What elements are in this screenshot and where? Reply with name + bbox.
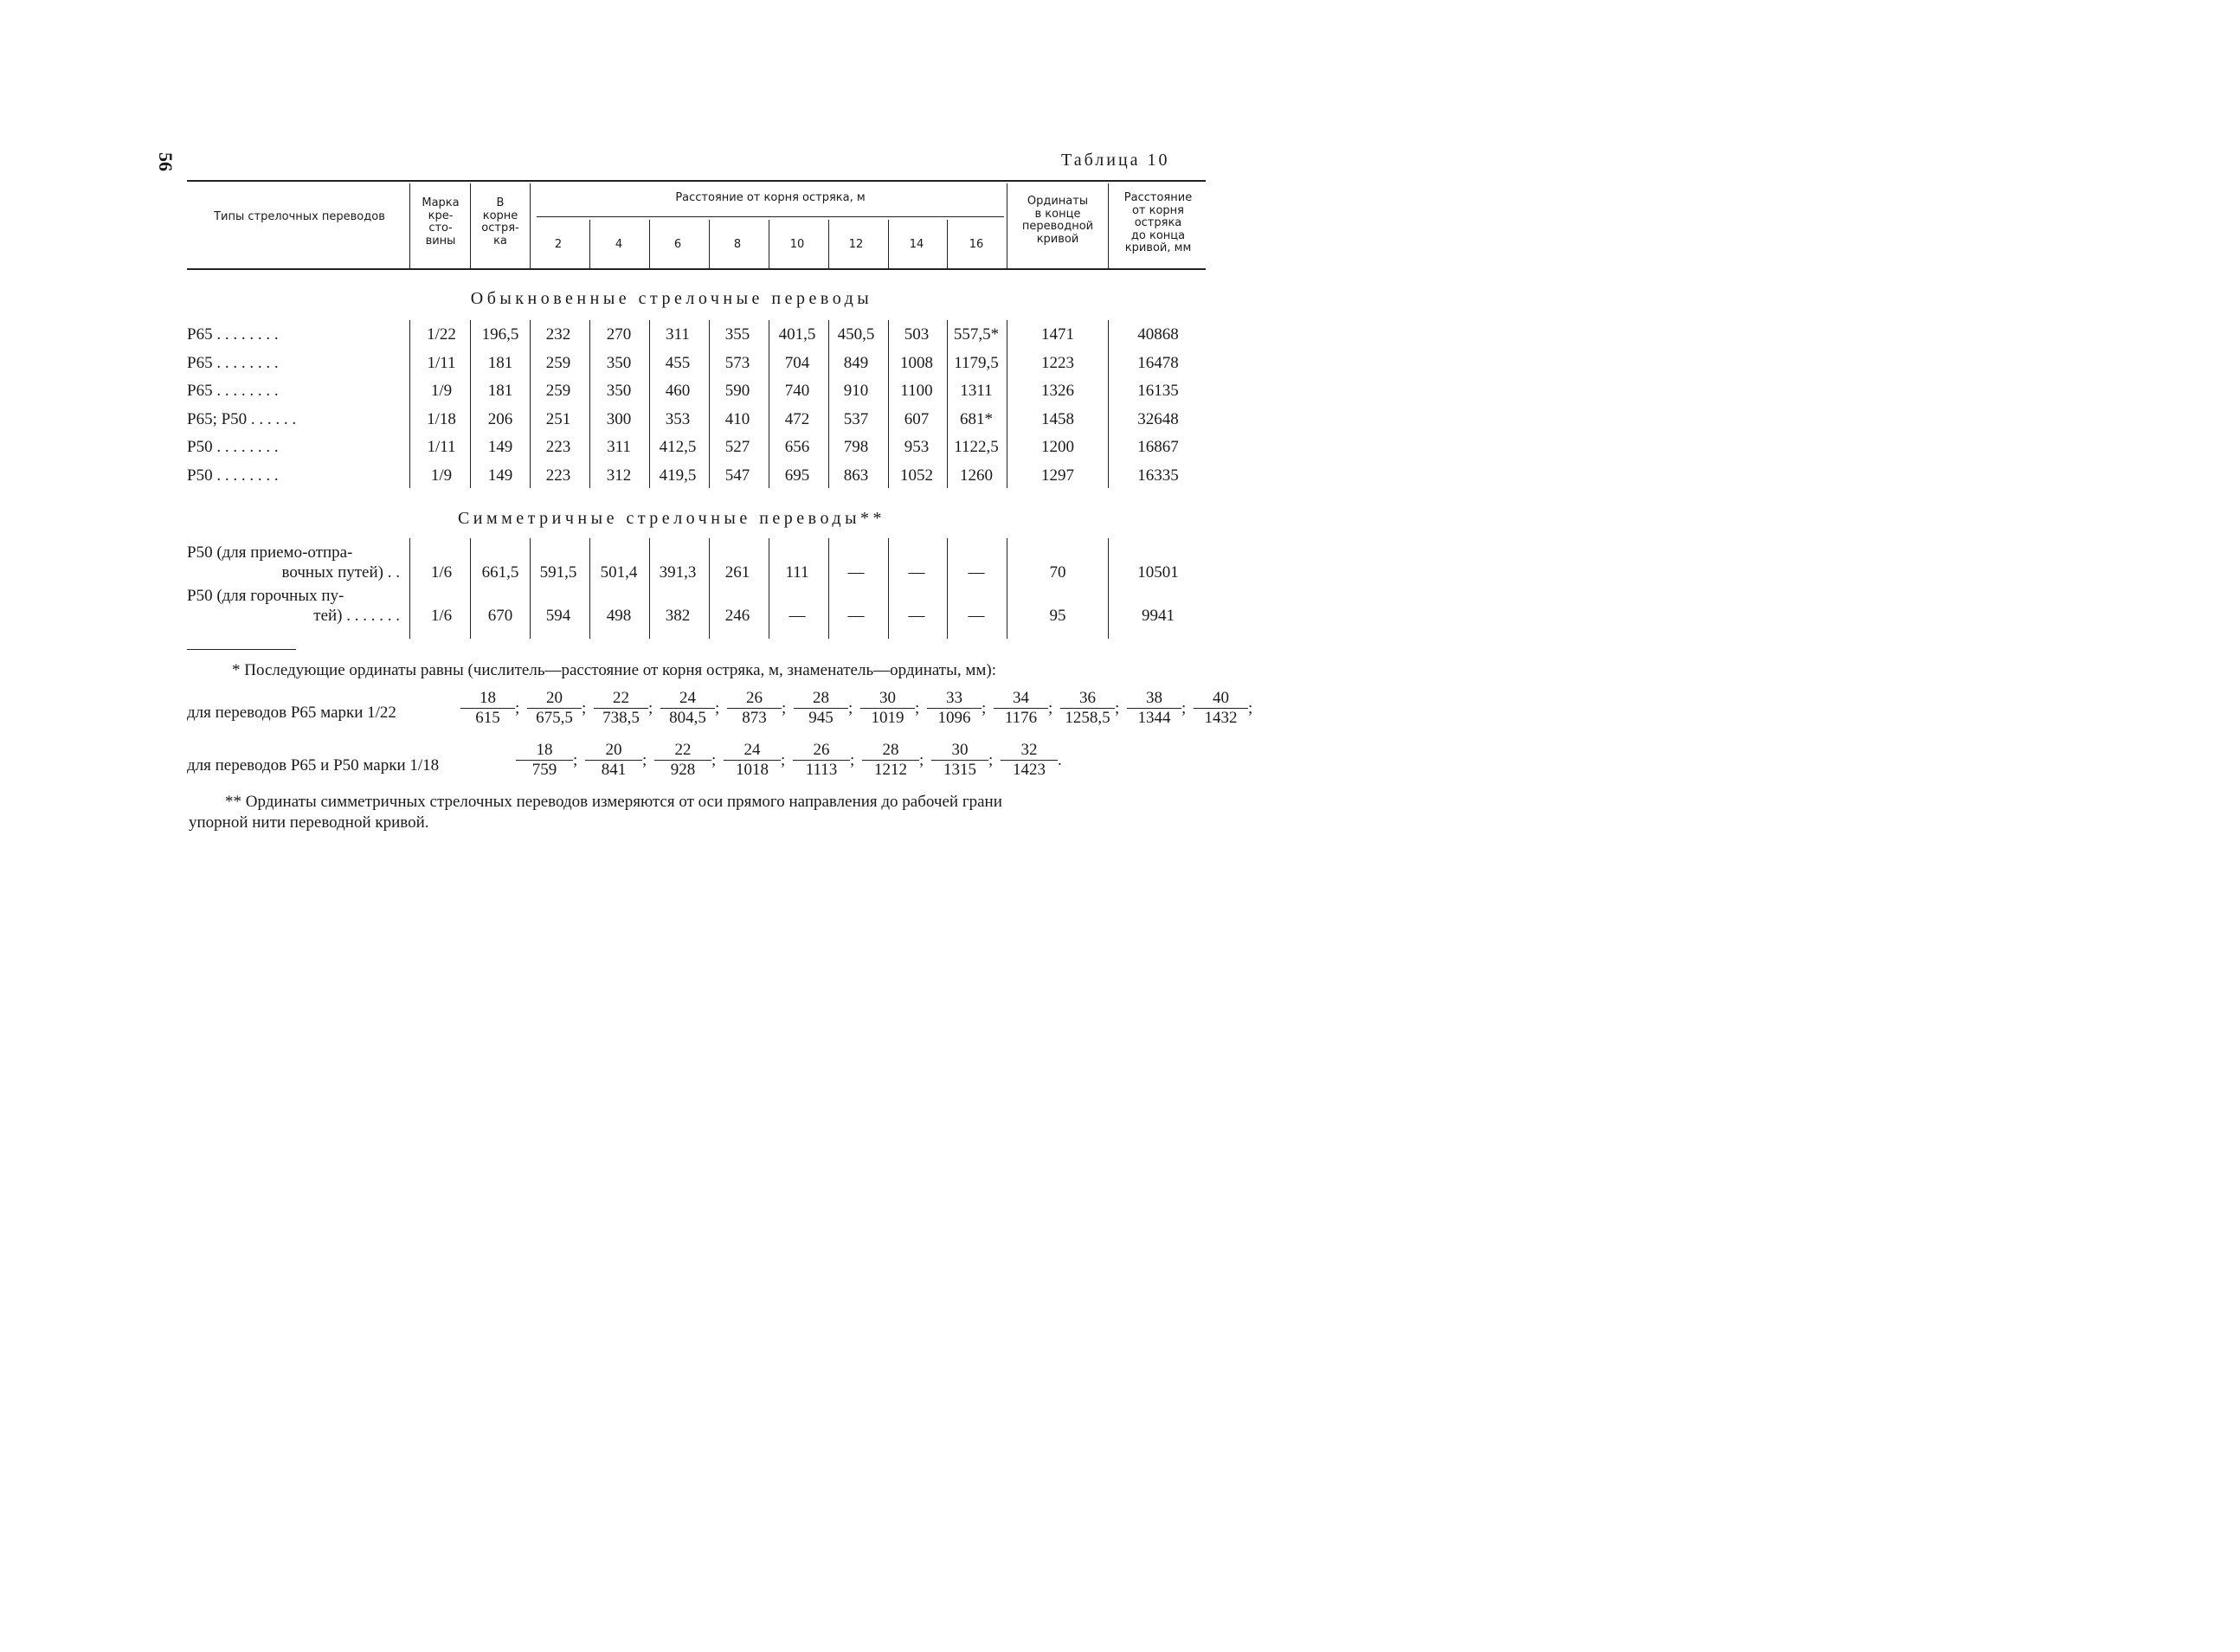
header-distance-end-line: до конца	[1130, 228, 1186, 242]
frog-mark: 1/9	[430, 382, 453, 401]
frog-mark: 1/11	[427, 438, 456, 457]
ordinate-value: 953	[904, 438, 930, 457]
fraction-separator: ;	[642, 751, 647, 769]
fraction-separator: ;	[711, 751, 717, 769]
fraction-denominator: 1315	[943, 761, 976, 779]
footnote-fraction	[585, 741, 642, 780]
ordinate-value: 594	[545, 607, 571, 625]
footnote-fraction	[794, 689, 848, 728]
fraction-numerator: 24	[660, 689, 715, 709]
frog-mark: 1/6	[430, 563, 453, 582]
fraction-separator: ;	[648, 699, 653, 717]
footnote-2-line-2: упорной нити переводной кривой.	[189, 813, 429, 832]
fraction-separator: ;	[573, 751, 578, 769]
footnote-fraction	[862, 741, 919, 780]
table-top-rule	[187, 180, 1206, 182]
ordinate-end: 1223	[1041, 353, 1074, 372]
switch-type: Р65 . . . . . . . .	[187, 382, 279, 401]
header-distance-6: 6	[673, 238, 682, 251]
distance-end: 32648	[1137, 409, 1179, 428]
ordinate-value: 259	[545, 382, 571, 401]
header-col-divider	[1108, 183, 1109, 268]
header-distance-end-line: от корня	[1131, 203, 1185, 217]
ordinate-at-root: 670	[487, 607, 513, 625]
fraction-denominator: 1258,5	[1065, 709, 1110, 727]
ordinate-at-root: 661,5	[481, 563, 519, 582]
ordinate-value: 1311	[960, 382, 993, 401]
ordinate-end: 1458	[1041, 409, 1074, 428]
ordinate-end: 1471	[1041, 325, 1074, 344]
table-row	[0, 438, 1343, 466]
ordinate-value: 527	[724, 438, 750, 457]
fraction-denominator: 945	[808, 709, 834, 727]
ordinate-value: 472	[784, 409, 810, 428]
ordinate-value: 382	[665, 607, 691, 625]
ordinate-value: 1179,5	[954, 353, 999, 372]
fraction-denominator: 873	[742, 709, 767, 727]
switch-type: Р50 . . . . . . . .	[187, 466, 279, 485]
header-at-root-line: корне	[482, 209, 518, 222]
distance-header-rule	[537, 216, 1004, 217]
footnote-fraction	[1060, 689, 1115, 728]
fraction-denominator: 928	[670, 761, 696, 779]
ordinate-value: —	[968, 607, 985, 625]
ordinate-value: 695	[784, 466, 810, 485]
header-ordinates-end-line: кривой	[1036, 232, 1079, 246]
footnote-fraction	[1001, 741, 1058, 780]
frog-mark: 1/22	[427, 325, 456, 344]
ordinate-value: 498	[606, 607, 632, 625]
header-frog-mark-line: кре-	[428, 209, 454, 222]
distance-end: 40868	[1137, 325, 1179, 344]
ordinate-value: 350	[606, 382, 632, 401]
ordinate-value: 391,3	[659, 563, 697, 582]
header-distance-end	[1110, 192, 1207, 255]
fraction-separator: ;	[515, 699, 520, 717]
ordinate-end: 70	[1049, 563, 1066, 582]
switch-type-line-1: Р50 (для горочных пу-	[187, 587, 344, 605]
footnote-fraction	[660, 689, 715, 728]
header-ordinates-end-line: в конце	[1034, 207, 1081, 221]
fraction-numerator: 26	[727, 689, 782, 709]
ordinate-value: 557,5*	[953, 325, 1000, 344]
ordinate-value: 740	[784, 382, 810, 401]
fraction-denominator: 1019	[871, 709, 904, 727]
ordinate-value: 223	[545, 466, 571, 485]
header-col-divider	[409, 183, 410, 268]
ordinate-value: 798	[843, 438, 869, 457]
table-row	[0, 466, 1343, 494]
fraction-denominator: 1432	[1204, 709, 1238, 727]
ordinate-value: 312	[606, 466, 632, 485]
fraction-denominator: 615	[475, 709, 500, 727]
fraction-separator: ;	[715, 699, 720, 717]
footnote-fraction	[460, 689, 515, 728]
header-switch-types: Типы стрелочных переводов	[214, 210, 385, 223]
ordinate-value: —	[847, 607, 865, 625]
fraction-separator: ;	[915, 699, 920, 717]
fraction-separator: .	[1058, 751, 1062, 769]
header-col-divider	[470, 183, 471, 268]
fraction-numerator: 30	[860, 689, 915, 709]
ordinate-value: 401,5	[778, 325, 816, 344]
frog-mark: 1/18	[427, 409, 456, 428]
header-distance-end-line: остряка	[1134, 216, 1182, 229]
footnote-fraction	[793, 741, 850, 780]
section-title-ordinary: Обыкновенные стрелочные переводы	[470, 289, 873, 308]
fraction-denominator: 1212	[874, 761, 907, 779]
switch-type: Р65; Р50 . . . . . .	[187, 409, 297, 428]
table-row	[0, 354, 1343, 382]
ordinate-value: 350	[606, 353, 632, 372]
header-distance-from-root: Расстояние от корня остряка, м	[675, 191, 866, 204]
footnote-fraction	[527, 689, 582, 728]
table-header-bottom-rule	[187, 268, 1206, 270]
ordinate-at-root: 181	[487, 353, 513, 372]
fraction-numerator: 40	[1194, 689, 1248, 709]
switch-type-line-1: Р50 (для приемо-отпра-	[187, 543, 353, 562]
fraction-numerator: 36	[1060, 689, 1115, 709]
frog-mark: 1/6	[430, 607, 453, 625]
header-subcol-divider	[888, 220, 889, 268]
fraction-separator: ;	[988, 751, 994, 769]
footnote-fraction	[994, 689, 1048, 728]
distance-end: 16867	[1137, 438, 1179, 457]
footnote-fraction	[594, 689, 648, 728]
table-row	[0, 543, 1343, 587]
distance-end: 10501	[1137, 563, 1179, 582]
ordinate-value: 547	[724, 466, 750, 485]
fraction-denominator: 1176	[1004, 709, 1038, 727]
ordinate-at-root: 181	[487, 382, 513, 401]
ordinate-value: 246	[724, 607, 750, 625]
ordinate-end: 95	[1049, 607, 1066, 625]
header-distance-12: 12	[848, 238, 864, 251]
ordinate-value: 300	[606, 409, 632, 428]
ordinate-value: 537	[843, 409, 869, 428]
ordinate-value: 223	[545, 438, 571, 457]
ordinate-value: 460	[665, 382, 691, 401]
table-row	[0, 382, 1343, 409]
header-col-divider	[530, 183, 531, 268]
fraction-numerator: 38	[1127, 689, 1181, 709]
fraction-numerator: 18	[460, 689, 515, 709]
header-frog-mark-line: сто-	[428, 222, 453, 235]
ordinate-value: 261	[724, 563, 750, 582]
ordinate-value: 412,5	[659, 438, 697, 457]
fraction-separator: ;	[781, 751, 786, 769]
fraction-numerator: 20	[585, 741, 642, 761]
fraction-numerator: 30	[931, 741, 988, 761]
fraction-separator: ;	[848, 699, 853, 717]
ordinate-value: 1122,5	[954, 438, 999, 457]
ordinate-value: 353	[665, 409, 691, 428]
ordinate-value: 591,5	[539, 563, 577, 582]
section-title-symmetric: Симметричные стрелочные переводы**	[457, 509, 886, 528]
distance-end: 16135	[1137, 382, 1179, 401]
footnote-fraction	[1194, 689, 1248, 728]
fraction-denominator: 1096	[937, 709, 971, 727]
ordinate-value: 419,5	[659, 466, 697, 485]
switch-type: Р65 . . . . . . . .	[187, 325, 279, 344]
ordinate-value: 607	[904, 409, 930, 428]
fraction-separator: ;	[1115, 699, 1120, 717]
footnote-fraction	[727, 689, 782, 728]
ordinate-value: 863	[843, 466, 869, 485]
ordinate-value: 232	[545, 325, 571, 344]
footnote-fraction	[1127, 689, 1181, 728]
fraction-denominator: 759	[531, 761, 557, 779]
fraction-numerator: 24	[724, 741, 781, 761]
ordinate-value: 410	[724, 409, 750, 428]
distance-end: 16478	[1137, 353, 1179, 372]
header-at-root-line: В	[496, 196, 505, 209]
fraction-numerator: 20	[527, 689, 582, 709]
header-subcol-divider	[828, 220, 829, 268]
fraction-separator: ;	[1248, 699, 1253, 717]
footnote-1: * Последующие ординаты равны (числитель—расстояние от корня остряка, м, знаменатель—ординаты, мм):	[232, 661, 997, 679]
table-title: Таблица 10	[1061, 151, 1170, 170]
header-ordinates-end-line: Ординаты	[1027, 195, 1089, 208]
fraction-separator: ;	[582, 699, 587, 717]
header-at-root-line: остря-	[481, 222, 519, 235]
ordinate-value: 311	[607, 438, 631, 457]
ordinate-value: 259	[545, 353, 571, 372]
ordinate-value: 1260	[960, 466, 993, 485]
fraction-numerator: 28	[862, 741, 919, 761]
fraction-denominator: 1344	[1137, 709, 1171, 727]
ordinate-end: 1297	[1041, 466, 1074, 485]
ordinate-value: 573	[724, 353, 750, 372]
ordinate-value: 503	[904, 325, 930, 344]
ordinate-value: 501,4	[600, 563, 638, 582]
table-row	[0, 587, 1343, 630]
fraction-numerator: 34	[994, 689, 1048, 709]
distance-end: 16335	[1137, 466, 1179, 485]
switch-type-line-2: тей) . . . . . . .	[313, 607, 400, 625]
header-subcol-divider	[649, 220, 650, 268]
header-frog-mark-line: Марка	[422, 196, 460, 209]
footnote-2-line-1: ** Ординаты симметричных стрелочных переводов измеряются от оси прямого направления до рабочей грани	[225, 793, 1002, 811]
footnote-fraction	[516, 741, 573, 780]
footnote-separator	[187, 649, 296, 650]
fraction-numerator: 26	[793, 741, 850, 761]
ordinate-value: —	[908, 563, 925, 582]
fraction-numerator: 22	[594, 689, 648, 709]
ordinate-value: 590	[724, 382, 750, 401]
header-subcol-divider	[947, 220, 948, 268]
switch-type: Р50 . . . . . . . .	[187, 438, 279, 457]
frog-mark: 1/9	[430, 466, 453, 485]
ordinate-value: 111	[785, 563, 809, 582]
header-frog-mark-line: вины	[425, 234, 456, 247]
header-distance-end-line: кривой, мм	[1124, 241, 1192, 254]
footnote-fraction	[931, 741, 988, 780]
footnote-fraction	[927, 689, 982, 728]
header-distance-end-line: Расстояние	[1123, 191, 1193, 204]
ordinate-value: 355	[724, 325, 750, 344]
fraction-separator: ;	[919, 751, 924, 769]
ordinate-at-root: 149	[487, 438, 513, 457]
ordinate-at-root: 196,5	[481, 325, 519, 344]
ordinate-end: 1200	[1041, 438, 1074, 457]
fraction-denominator: 1423	[1013, 761, 1046, 779]
ordinate-value: —	[847, 563, 865, 582]
fraction-denominator: 1018	[736, 761, 769, 779]
fraction-denominator: 804,5	[669, 709, 706, 727]
ordinate-value: 311	[666, 325, 690, 344]
fraction-numerator: 32	[1001, 741, 1058, 761]
footnote-fraction	[724, 741, 781, 780]
fraction-denominator: 738,5	[602, 709, 640, 727]
header-ordinates-end	[1009, 196, 1106, 246]
fraction-denominator: 675,5	[536, 709, 573, 727]
header-subcol-divider	[589, 220, 590, 268]
ordinate-value: 1100	[900, 382, 933, 401]
ordinate-value: —	[908, 607, 925, 625]
header-distance-14: 14	[909, 238, 924, 251]
fraction-separator: ;	[982, 699, 987, 717]
ordinate-value: 1008	[900, 353, 933, 372]
ordinate-value: 251	[545, 409, 571, 428]
ordinate-value: 681*	[960, 409, 993, 428]
header-frog-mark	[412, 197, 469, 247]
ordinate-value: 455	[665, 353, 691, 372]
table-row	[0, 325, 1343, 353]
fraction-denominator: 841	[601, 761, 627, 779]
ordinate-value: 910	[843, 382, 869, 401]
ordinate-value: 849	[843, 353, 869, 372]
switch-type-line-2: вочных путей) . .	[281, 563, 400, 582]
header-distance-10: 10	[789, 238, 805, 251]
header-distance-2: 2	[554, 238, 563, 251]
ordinate-at-root: 206	[487, 409, 513, 428]
header-subcol-divider	[709, 220, 710, 268]
fraction-numerator: 28	[794, 689, 848, 709]
frog-mark: 1/11	[427, 353, 456, 372]
ordinate-value: 450,5	[837, 325, 875, 344]
fraction-separator: ;	[1048, 699, 1053, 717]
distance-end: 9941	[1142, 607, 1175, 625]
fraction-separator: ;	[782, 699, 787, 717]
ordinate-value: 704	[784, 353, 810, 372]
fraction-separator: ;	[1181, 699, 1187, 717]
header-at-root-line: ка	[493, 234, 507, 247]
ordinate-value: 270	[606, 325, 632, 344]
footnote-p65-label: для переводов Р65 марки 1/22	[187, 704, 396, 722]
ordinate-end: 1326	[1041, 382, 1074, 401]
ordinate-value: 1052	[900, 466, 933, 485]
footnote-fraction	[860, 689, 915, 728]
header-ordinates-end-line: переводной	[1021, 220, 1094, 233]
header-distance-16: 16	[969, 238, 984, 251]
fraction-numerator: 33	[927, 689, 982, 709]
fraction-separator: ;	[850, 751, 855, 769]
fraction-denominator: 1113	[805, 761, 838, 779]
fraction-numerator: 22	[654, 741, 711, 761]
header-distance-8: 8	[733, 238, 742, 251]
ordinate-at-root: 149	[487, 466, 513, 485]
ordinate-value: —	[968, 563, 985, 582]
page-number: 56	[155, 152, 177, 171]
ordinate-value: —	[789, 607, 806, 625]
footnote-fraction	[654, 741, 711, 780]
table-row	[0, 410, 1343, 438]
header-at-root	[472, 197, 529, 247]
header-distance-4: 4	[615, 238, 623, 251]
footnote-p50-label: для переводов Р65 и Р50 марки 1/18	[187, 756, 440, 775]
ordinate-value: 656	[784, 438, 810, 457]
fraction-numerator: 18	[516, 741, 573, 761]
switch-type: Р65 . . . . . . . .	[187, 353, 279, 372]
